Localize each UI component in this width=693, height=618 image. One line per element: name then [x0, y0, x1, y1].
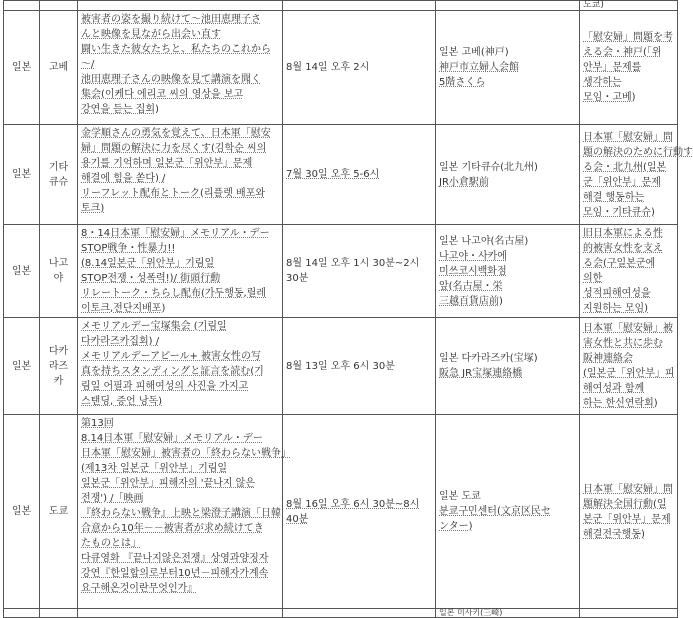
- table-row: [4, 318, 678, 415]
- venue-cell: 일본 기타큐슈(北九州) JR小倉駅前: [436, 125, 580, 225]
- venue-fragment: 일본 미사키(三崎): [436, 609, 580, 618]
- organizer-cell: 日本軍「慰安婦」被 害女性と共に歩む 阪神連絡会 (일본군「위안부」피 해여성과 함께 하는 한신연락회): [580, 318, 678, 415]
- content-cell: 金学順さんの勇気を覚えて、日本軍「慰安 婦」問題の解決に力を尽くす(김학순 씨의 용기를 기억하며 일본군「위안부」문제 해결에 힘을 쏟다) / リーフレット配布とトーク(리플렛 배포와 토크): [78, 125, 283, 225]
- table-row-top-fragment: [4, 1, 678, 11]
- country-cell: 일본: [4, 225, 40, 318]
- country-cell: 일본: [4, 125, 40, 225]
- city-line: 기타: [48, 161, 69, 173]
- organizer-cell: 旧日本軍による性 的被害女性を支え る会(구일본군에 의한 성적피해여성을 지원하는 모임): [580, 225, 678, 318]
- organizer-fragment: 도쿄): [580, 1, 678, 11]
- table-row: [4, 415, 678, 609]
- datetime-cell: 8월 14일 오후 1시 30분~2시 30분: [283, 225, 436, 318]
- country-cell: 일본: [4, 318, 40, 415]
- content-cell: 8・14日本軍「慰安婦」メモリアル・デー STOP戦争・性暴力!! (8.14일본군「위안부」기림일 STOP전쟁・성폭력!)/ 街頭行動 リレートーク・ちらし配布(가두행동,릴레 이토크,전단지배포): [78, 225, 283, 318]
- city-cell: [40, 125, 78, 225]
- table-row-partial: [4, 609, 678, 618]
- city-cell: 고베: [40, 11, 78, 125]
- organizer-cell: 「慰安婦」問題を考 える会・神戸(「위 안부」문제를 생각하는 모임・고베): [580, 11, 678, 125]
- venue-cell: 일본 다카라즈카(宝塚) 阪急 JR宝塚連絡橋: [436, 318, 580, 415]
- city-cell: 도쿄: [40, 415, 78, 609]
- city-line: 라즈: [48, 360, 69, 372]
- events-table: [3, 0, 693, 618]
- venue-cell: 일본 도쿄 분쿄구민센터(文京区民セ ンター): [436, 415, 580, 609]
- venue-cell: 일본 고베(神戸) 神戸市立婦人会館 5階さくら: [436, 11, 580, 125]
- city-line: 다카: [48, 345, 69, 357]
- datetime-cell: 8월 16일 오후 6시 30분~8시 40분: [283, 415, 436, 609]
- content-cell: 被害者の姿を撮り続けて～池田恵理子さ んと映像を見ながら出会い直す 闘い生きた彼女たちと、私たちのこれから ～/ 池田恵理子さんの映像を見て講演を聞く 集会(이케다 에리코 씨의 영상을 보고 강연을 듣는 집회): [78, 11, 283, 125]
- content-cell: 第13回 8.14日本軍「慰安婦」メモリアル・デー 日本軍「慰安婦」被害者の「終わらない戦争」 (제13차 일본군「위안부」기림일 일본군「위안부」피해자의 '끝나지 않은 전쟁') /「映画 『終わらない戦争』上映と梁澄子講演「日韓 合意から10年－－被害者が求め続けてき たものとは」 다큐영화 『끝나지않은전쟁』상영과양징자 강연『한일합의로부터10년－피해자가계속 요구해온것이란무엇인가』: [78, 415, 283, 609]
- datetime-cell: 8월 14일 오후 2시: [283, 11, 436, 125]
- organizer-cell: 日本軍「慰安婦」問 題の解決のために行動す る会・北九州(일본 군「위안부」문제 해결 행동하는 모임・기타큐슈): [580, 125, 678, 225]
- datetime-cell: 8월 13일 오후 6시 30분: [283, 318, 436, 415]
- table-row: [4, 125, 678, 225]
- city-cell: [40, 225, 78, 318]
- city-cell: [40, 318, 78, 415]
- country-cell: 일본: [4, 415, 40, 609]
- country-cell: 일본: [4, 11, 40, 125]
- organizer-cell: 日本軍「慰安婦」問 題解決全国行動(일 본군「위안부」문제 해결전국행동): [580, 415, 678, 609]
- city-line: 카: [53, 375, 64, 387]
- city-line: 나고: [48, 258, 69, 269]
- venue-cell: 일본 나고야(名古屋) 나고야・사카에 미쓰코시백화점 앞(名古屋・栄 三越百貨店前): [436, 225, 580, 318]
- datetime-cell: 7월 30일 오후 5-6시: [283, 125, 436, 225]
- content-cell: メモリアルデー宝塚集会 (기림일 다카라즈카집회) / メモリアルデーアピール+ 被害女性の写 真を持ちスタンディングと証言を読む(기 림일 어필과 피해여성의 사진을 가지고 스탠딩, 증언 낭독): [78, 318, 283, 415]
- table-row: [4, 225, 678, 318]
- table-row: [4, 11, 678, 125]
- city-line: 큐슈: [48, 176, 69, 188]
- city-line: 야: [53, 273, 64, 284]
